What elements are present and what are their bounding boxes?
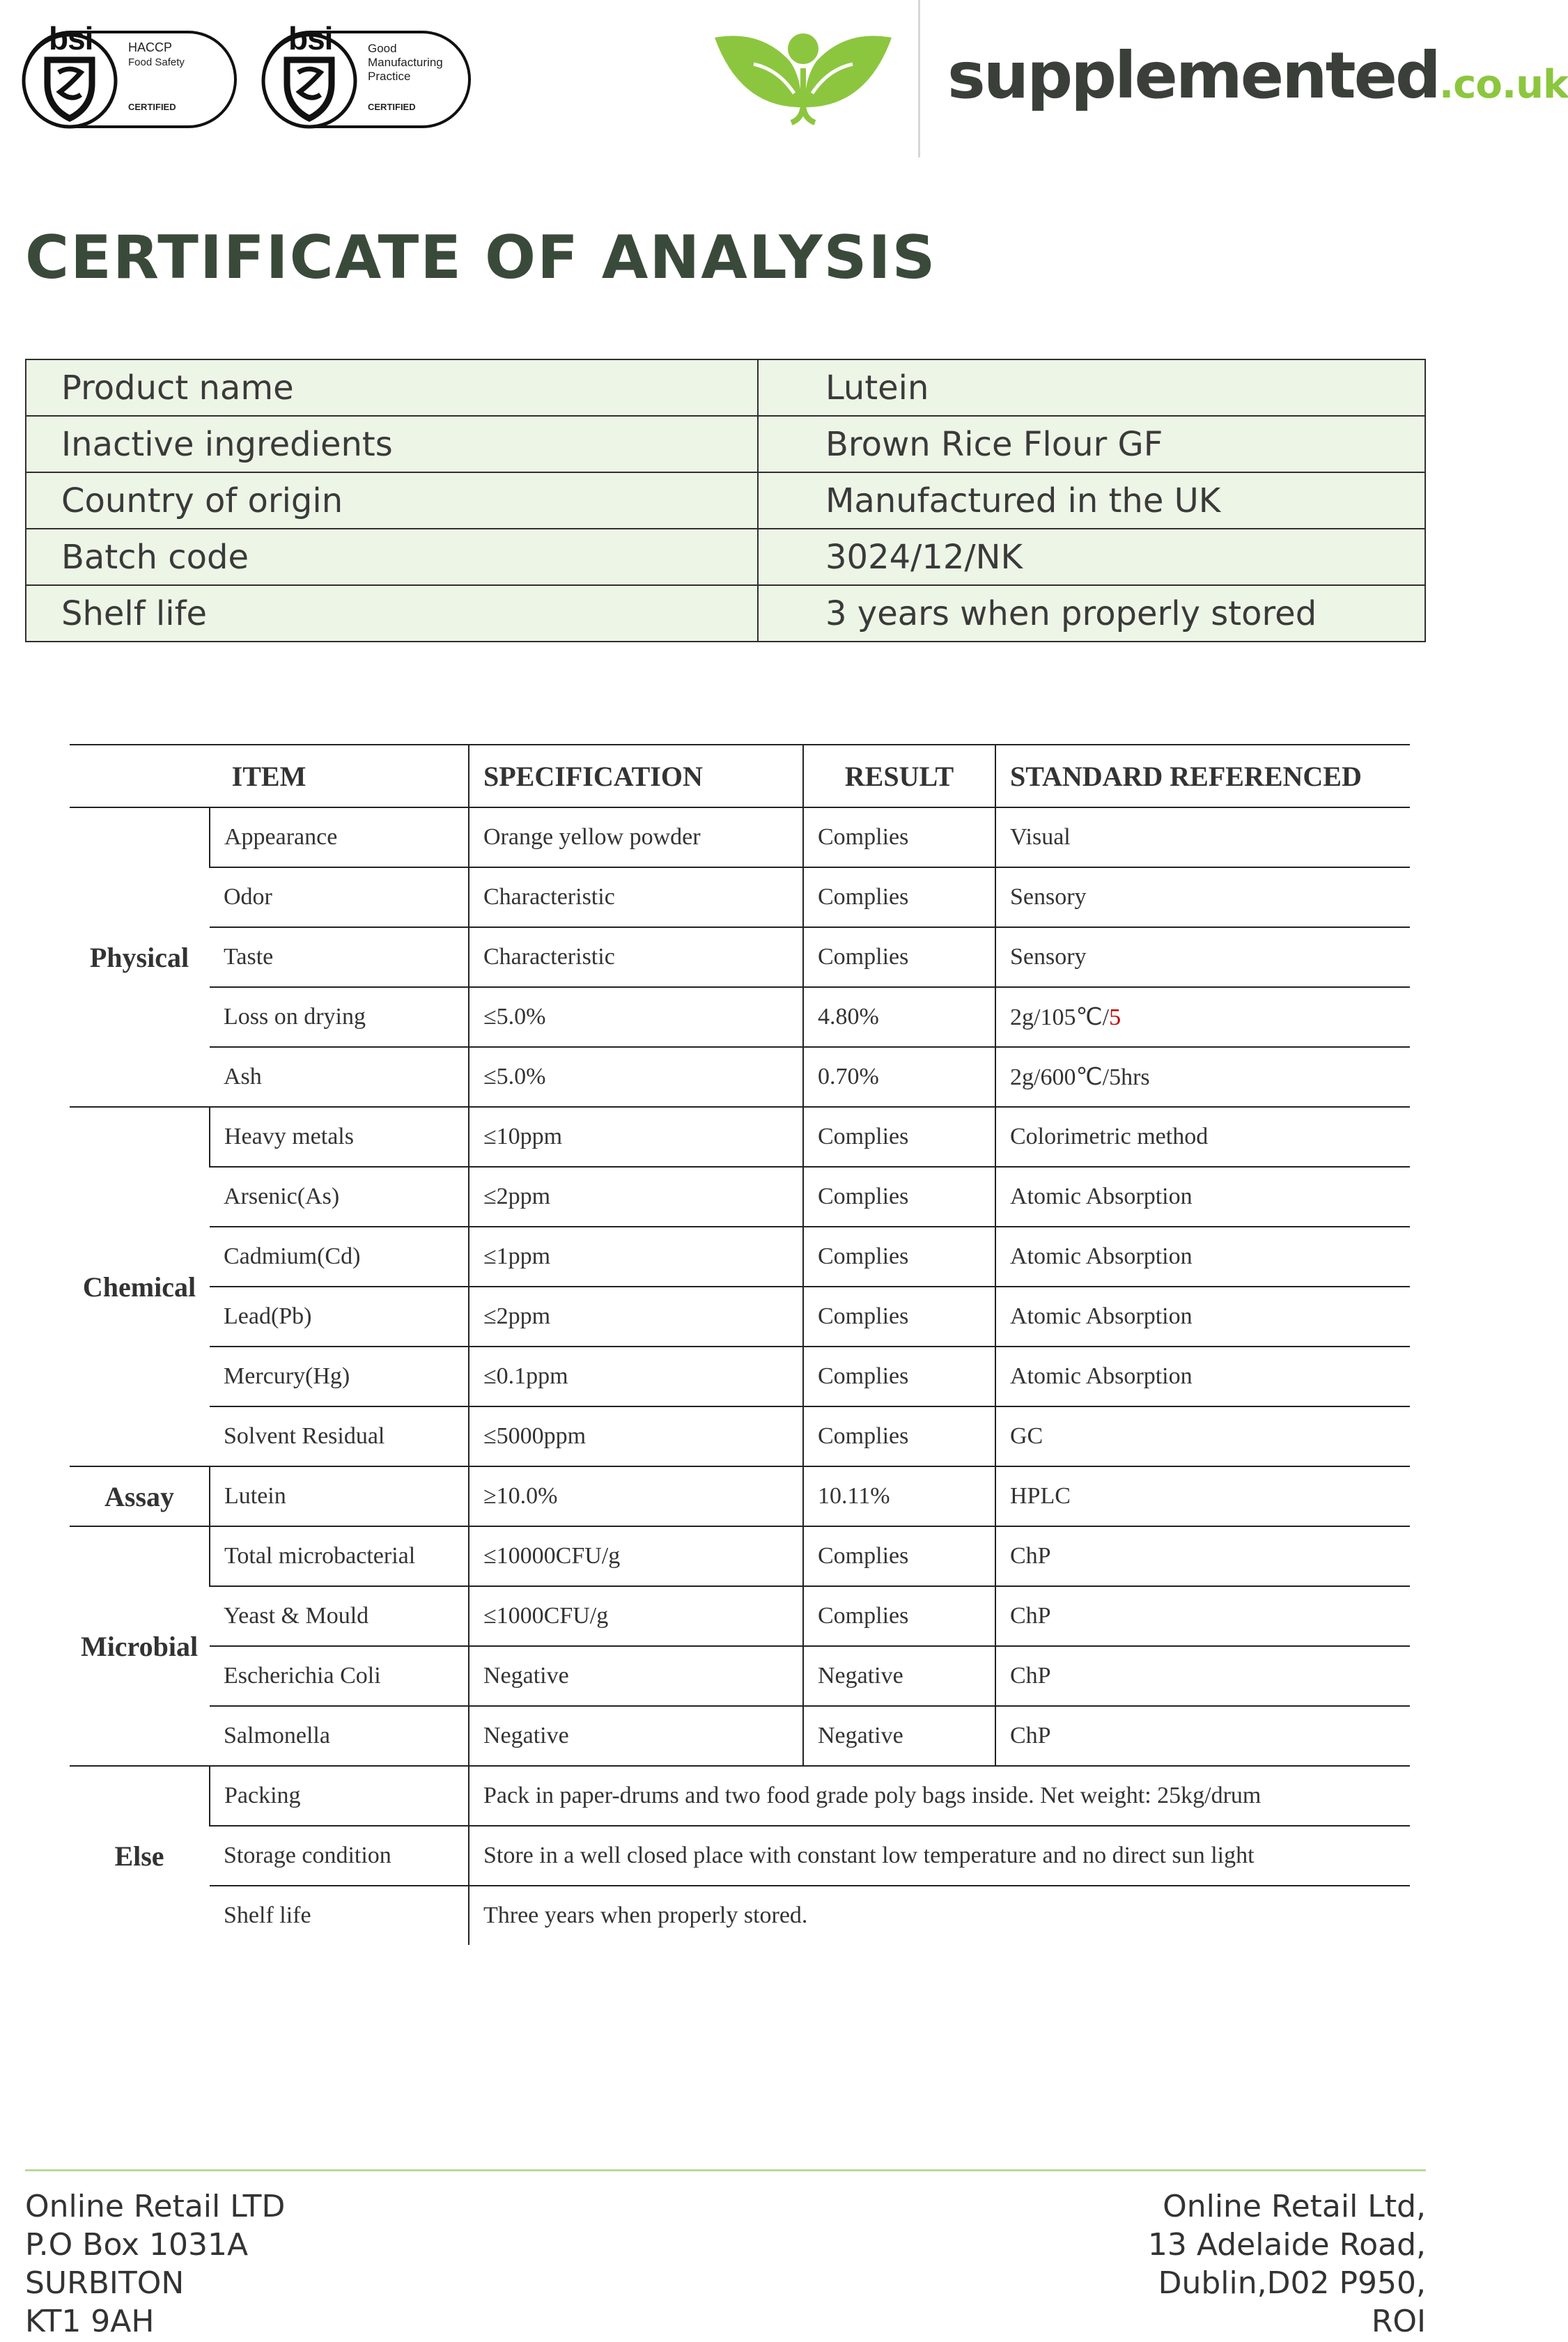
item-result: Complies <box>803 1227 995 1287</box>
item-standard: Sensory <box>995 927 1410 987</box>
item-standard: Sensory <box>995 867 1410 927</box>
item-name: Lutein <box>210 1466 469 1526</box>
group-assay: Assay <box>70 1466 210 1526</box>
info-value: Brown Rice Flour GF <box>758 416 1425 472</box>
item-result: 4.80% <box>803 987 995 1047</box>
item-standard: 2g/105℃/5 <box>995 987 1410 1047</box>
table-row <box>70 1586 1410 1646</box>
table-row <box>70 987 1410 1047</box>
gmp-certified-badge <box>262 14 471 134</box>
item-name: Escherichia Coli <box>210 1646 469 1706</box>
item-name: Appearance <box>210 807 469 867</box>
table-row <box>26 472 1425 529</box>
item-name: Total microbacterial <box>210 1526 469 1586</box>
item-standard: Colorimetric method <box>995 1107 1410 1167</box>
item-spec: Characteristic <box>469 927 803 987</box>
bsi-wordmark: bsi <box>288 20 333 56</box>
brand-logo[interactable]: supplemented.co.uk <box>947 38 1568 113</box>
item-name: Storage condition <box>210 1826 469 1886</box>
item-spec: ≤2ppm <box>469 1287 803 1347</box>
item-spec: ≤0.1ppm <box>469 1347 803 1406</box>
item-standard: GC <box>995 1406 1410 1466</box>
item-standard: ChP <box>995 1526 1410 1586</box>
item-name: Odor <box>210 867 469 927</box>
item-name: Packing <box>210 1766 469 1826</box>
item-standard: Atomic Absorption <box>995 1167 1410 1227</box>
item-spec: ≤1ppm <box>469 1227 803 1287</box>
item-standard: ChP <box>995 1706 1410 1766</box>
footer-divider <box>25 2169 1426 2171</box>
item-result: Negative <box>803 1706 995 1766</box>
table-row <box>70 1287 1410 1347</box>
haccp-certified-badge <box>22 14 237 134</box>
item-result: Complies <box>803 1107 995 1167</box>
table-row <box>26 416 1425 472</box>
leaf-sprout-icon <box>712 25 894 130</box>
item-spec: ≤5.0% <box>469 987 803 1047</box>
group-chemical: Chemical <box>70 1107 210 1466</box>
haccp-label: HACCP Food Safety <box>128 40 185 68</box>
table-row <box>70 1466 1410 1526</box>
header-standard: STANDARD REFERENCED <box>995 745 1410 807</box>
table-row <box>70 1167 1410 1227</box>
item-result: 10.11% <box>803 1466 995 1526</box>
page-title: CERTIFICATE OF ANALYSIS <box>25 223 937 293</box>
item-standard: HPLC <box>995 1466 1410 1526</box>
item-spec: Orange yellow powder <box>469 807 803 867</box>
item-name: Solvent Residual <box>210 1406 469 1466</box>
table-row <box>70 1766 1410 1826</box>
logo-divider <box>918 0 920 157</box>
item-spec: Negative <box>469 1706 803 1766</box>
item-name: Lead(Pb) <box>210 1287 469 1347</box>
table-row <box>70 1227 1410 1287</box>
item-spec: ≤5.0% <box>469 1047 803 1107</box>
item-name: Cadmium(Cd) <box>210 1227 469 1287</box>
item-name: Mercury(Hg) <box>210 1347 469 1406</box>
item-result: Complies <box>803 1167 995 1227</box>
item-spec: ≤1000CFU/g <box>469 1586 803 1646</box>
item-name: Heavy metals <box>210 1107 469 1167</box>
item-result: Complies <box>803 1586 995 1646</box>
table-row <box>26 359 1425 416</box>
item-spec: ≤5000ppm <box>469 1406 803 1466</box>
address-ie: Online Retail Ltd, 13 Adelaide Road, Dublin,D02 P950, ROI <box>1147 2189 1426 2339</box>
table-row <box>70 1406 1410 1466</box>
info-key: Inactive ingredients <box>26 416 758 472</box>
certified-label: CERTIFIED <box>368 102 416 112</box>
bsi-wordmark: bsi <box>49 20 93 56</box>
table-row <box>70 1526 1410 1586</box>
item-standard: ChP <box>995 1646 1410 1706</box>
gmp-label: Good Manufacturing Practice <box>368 42 443 83</box>
item-result: Complies <box>803 1287 995 1347</box>
item-spec: Negative <box>469 1646 803 1706</box>
info-key: Shelf life <box>26 585 758 642</box>
certified-label: CERTIFIED <box>128 102 176 112</box>
table-row <box>70 807 1410 867</box>
info-key: Country of origin <box>26 472 758 529</box>
header-item: ITEM <box>70 745 469 807</box>
item-name: Loss on drying <box>210 987 469 1047</box>
table-row <box>70 1047 1410 1107</box>
item-spec: ≤2ppm <box>469 1167 803 1227</box>
table-row <box>70 1347 1410 1406</box>
item-standard: ChP <box>995 1586 1410 1646</box>
item-spec: ≤10000CFU/g <box>469 1526 803 1586</box>
item-name: Taste <box>210 927 469 987</box>
info-value: 3 years when properly stored <box>758 585 1425 642</box>
table-row <box>70 1826 1410 1886</box>
info-key: Batch code <box>26 529 758 585</box>
item-result: 0.70% <box>803 1047 995 1107</box>
table-row <box>70 1107 1410 1167</box>
item-name: Yeast & Mould <box>210 1586 469 1646</box>
item-name: Salmonella <box>210 1706 469 1766</box>
table-row <box>70 1646 1410 1706</box>
table-row <box>70 1706 1410 1766</box>
item-spec: Characteristic <box>469 867 803 927</box>
item-spec: ≥10.0% <box>469 1466 803 1526</box>
analysis-table <box>70 744 1410 1945</box>
table-row <box>26 585 1425 642</box>
group-else: Else <box>114 1840 164 1872</box>
table-row <box>26 529 1425 585</box>
table-header-row <box>70 745 1410 807</box>
item-result: Complies <box>803 867 995 927</box>
item-spec: ≤10ppm <box>469 1107 803 1167</box>
group-physical: Physical <box>70 807 210 1107</box>
item-text: Store in a well closed place with constant low temperature and no direct sun light <box>469 1826 1410 1886</box>
item-standard: Atomic Absorption <box>995 1227 1410 1287</box>
item-standard: Atomic Absorption <box>995 1347 1410 1406</box>
header-result: RESULT <box>803 745 995 807</box>
item-text: Three years when properly stored. <box>469 1886 1410 1945</box>
header-specification: SPECIFICATION <box>469 745 803 807</box>
item-result: Complies <box>803 1526 995 1586</box>
item-result: Complies <box>803 1406 995 1466</box>
item-result: Complies <box>803 807 995 867</box>
table-row <box>70 867 1410 927</box>
item-standard: Visual <box>995 807 1410 867</box>
item-standard: 2g/600℃/5hrs <box>995 1047 1410 1107</box>
item-result: Complies <box>803 1347 995 1406</box>
item-name: Arsenic(As) <box>210 1167 469 1227</box>
item-text: Pack in paper-drums and two food grade poly bags inside. Net weight: 25kg/drum <box>469 1766 1410 1826</box>
info-value: Lutein <box>758 359 1425 416</box>
product-info-table <box>25 359 1426 642</box>
address-uk: Online Retail LTD P.O Box 1031A SURBITON KT1 9AH <box>25 2189 286 2339</box>
item-name: Ash <box>210 1047 469 1107</box>
group-microbial: Microbial <box>70 1526 210 1766</box>
item-name: Shelf life <box>224 1902 311 1928</box>
table-row <box>70 927 1410 987</box>
info-value: 3024/12/NK <box>758 529 1425 585</box>
item-result: Negative <box>803 1646 995 1706</box>
info-key: Product name <box>26 359 758 416</box>
table-row <box>70 1886 1410 1945</box>
item-result: Complies <box>803 927 995 987</box>
item-standard: Atomic Absorption <box>995 1287 1410 1347</box>
info-value: Manufactured in the UK <box>758 472 1425 529</box>
